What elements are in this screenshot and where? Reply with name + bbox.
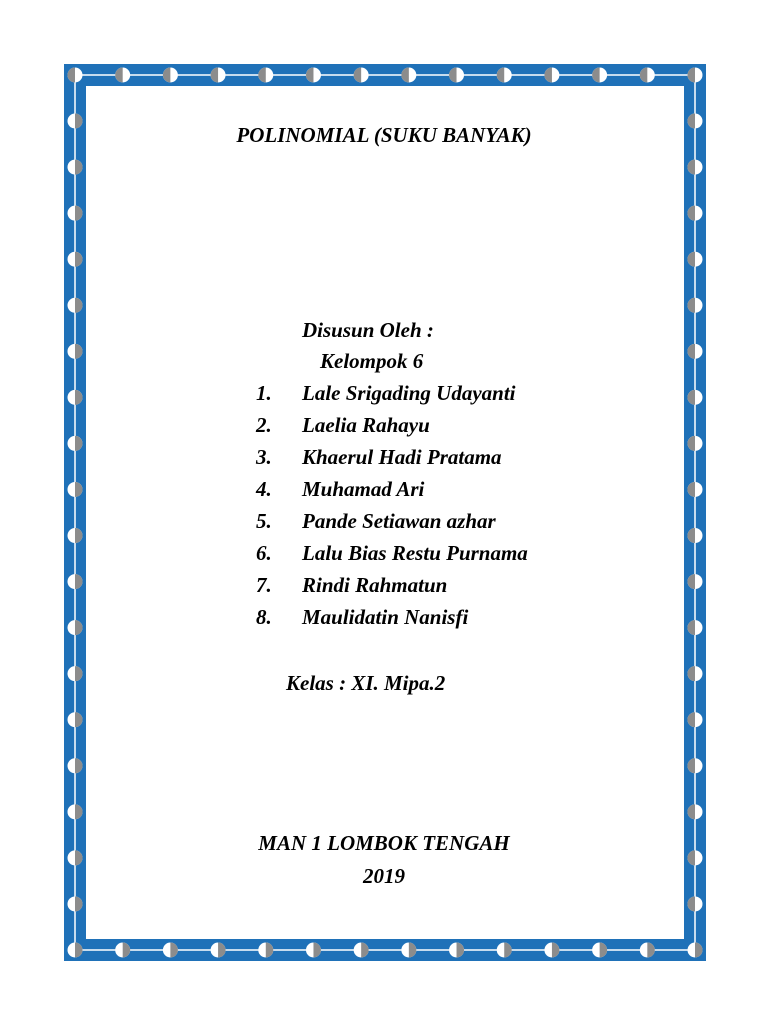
bead [211, 943, 226, 958]
member-number: 2. [256, 413, 272, 437]
bead [115, 68, 130, 83]
bead [68, 206, 83, 221]
document-title: POLINOMIAL (SUKU BANYAK) [236, 123, 532, 147]
bead [497, 943, 512, 958]
bead [497, 68, 512, 83]
member-name: Muhamad Ari [302, 477, 425, 501]
bead [449, 943, 464, 958]
bead [449, 68, 464, 83]
member-number: 6. [256, 541, 272, 565]
bead [688, 528, 703, 543]
bead [115, 943, 130, 958]
bead [68, 850, 83, 865]
bead [68, 390, 83, 405]
bead [544, 943, 559, 958]
bead [68, 528, 83, 543]
bead [688, 896, 703, 911]
bead [306, 943, 321, 958]
bead [68, 712, 83, 727]
member-number: 1. [256, 381, 272, 405]
bead [688, 574, 703, 589]
bead [68, 298, 83, 313]
bead [688, 160, 703, 175]
bead [163, 68, 178, 83]
class-label: Kelas : XI. Mipa.2 [286, 671, 446, 695]
bead [68, 344, 83, 359]
member-name: Lale Srigading Udayanti [302, 381, 516, 405]
bead [688, 114, 703, 129]
bead [640, 943, 655, 958]
member-name: Rindi Rahmatun [302, 573, 448, 597]
bead [68, 620, 83, 635]
member-name: Lalu Bias Restu Purnama [302, 541, 528, 565]
bead [688, 390, 703, 405]
bead [258, 68, 273, 83]
year: 2019 [363, 864, 405, 888]
bead [688, 344, 703, 359]
bead [688, 804, 703, 819]
bead [688, 666, 703, 681]
bead [688, 206, 703, 221]
bead [68, 896, 83, 911]
bead [211, 68, 226, 83]
bead [688, 482, 703, 497]
bead [592, 68, 607, 83]
member-number: 8. [256, 605, 272, 629]
bead [163, 943, 178, 958]
bead [688, 712, 703, 727]
bead [640, 68, 655, 83]
bead [688, 943, 703, 958]
member-name: Maulidatin Nanisfi [302, 605, 469, 629]
bead [688, 252, 703, 267]
bead [68, 482, 83, 497]
bead [68, 252, 83, 267]
bead [306, 68, 321, 83]
bead [68, 804, 83, 819]
bead [688, 436, 703, 451]
bead [68, 758, 83, 773]
member-number: 3. [256, 445, 272, 469]
member-name: Laelia Rahayu [302, 413, 430, 437]
bead [354, 943, 369, 958]
member-name: Khaerul Hadi Pratama [302, 445, 502, 469]
bead [68, 574, 83, 589]
bead [688, 620, 703, 635]
bead [258, 943, 273, 958]
group-label: Kelompok 6 [320, 349, 424, 373]
bead [592, 943, 607, 958]
bead [68, 114, 83, 129]
member-number: 7. [256, 573, 272, 597]
bead [688, 298, 703, 313]
bead [68, 436, 83, 451]
bead [68, 666, 83, 681]
bead [68, 160, 83, 175]
bead [688, 850, 703, 865]
bead [401, 68, 416, 83]
member-number: 5. [256, 509, 272, 533]
bead [688, 758, 703, 773]
bead [401, 943, 416, 958]
bead [354, 68, 369, 83]
bead [68, 943, 83, 958]
bead [544, 68, 559, 83]
member-name: Pande Setiawan azhar [302, 509, 496, 533]
member-number: 4. [256, 477, 272, 501]
bead [688, 68, 703, 83]
school-name: MAN 1 LOMBOK TENGAH [258, 831, 510, 855]
bead [68, 68, 83, 83]
compiled-by-label: Disusun Oleh : [302, 318, 434, 342]
